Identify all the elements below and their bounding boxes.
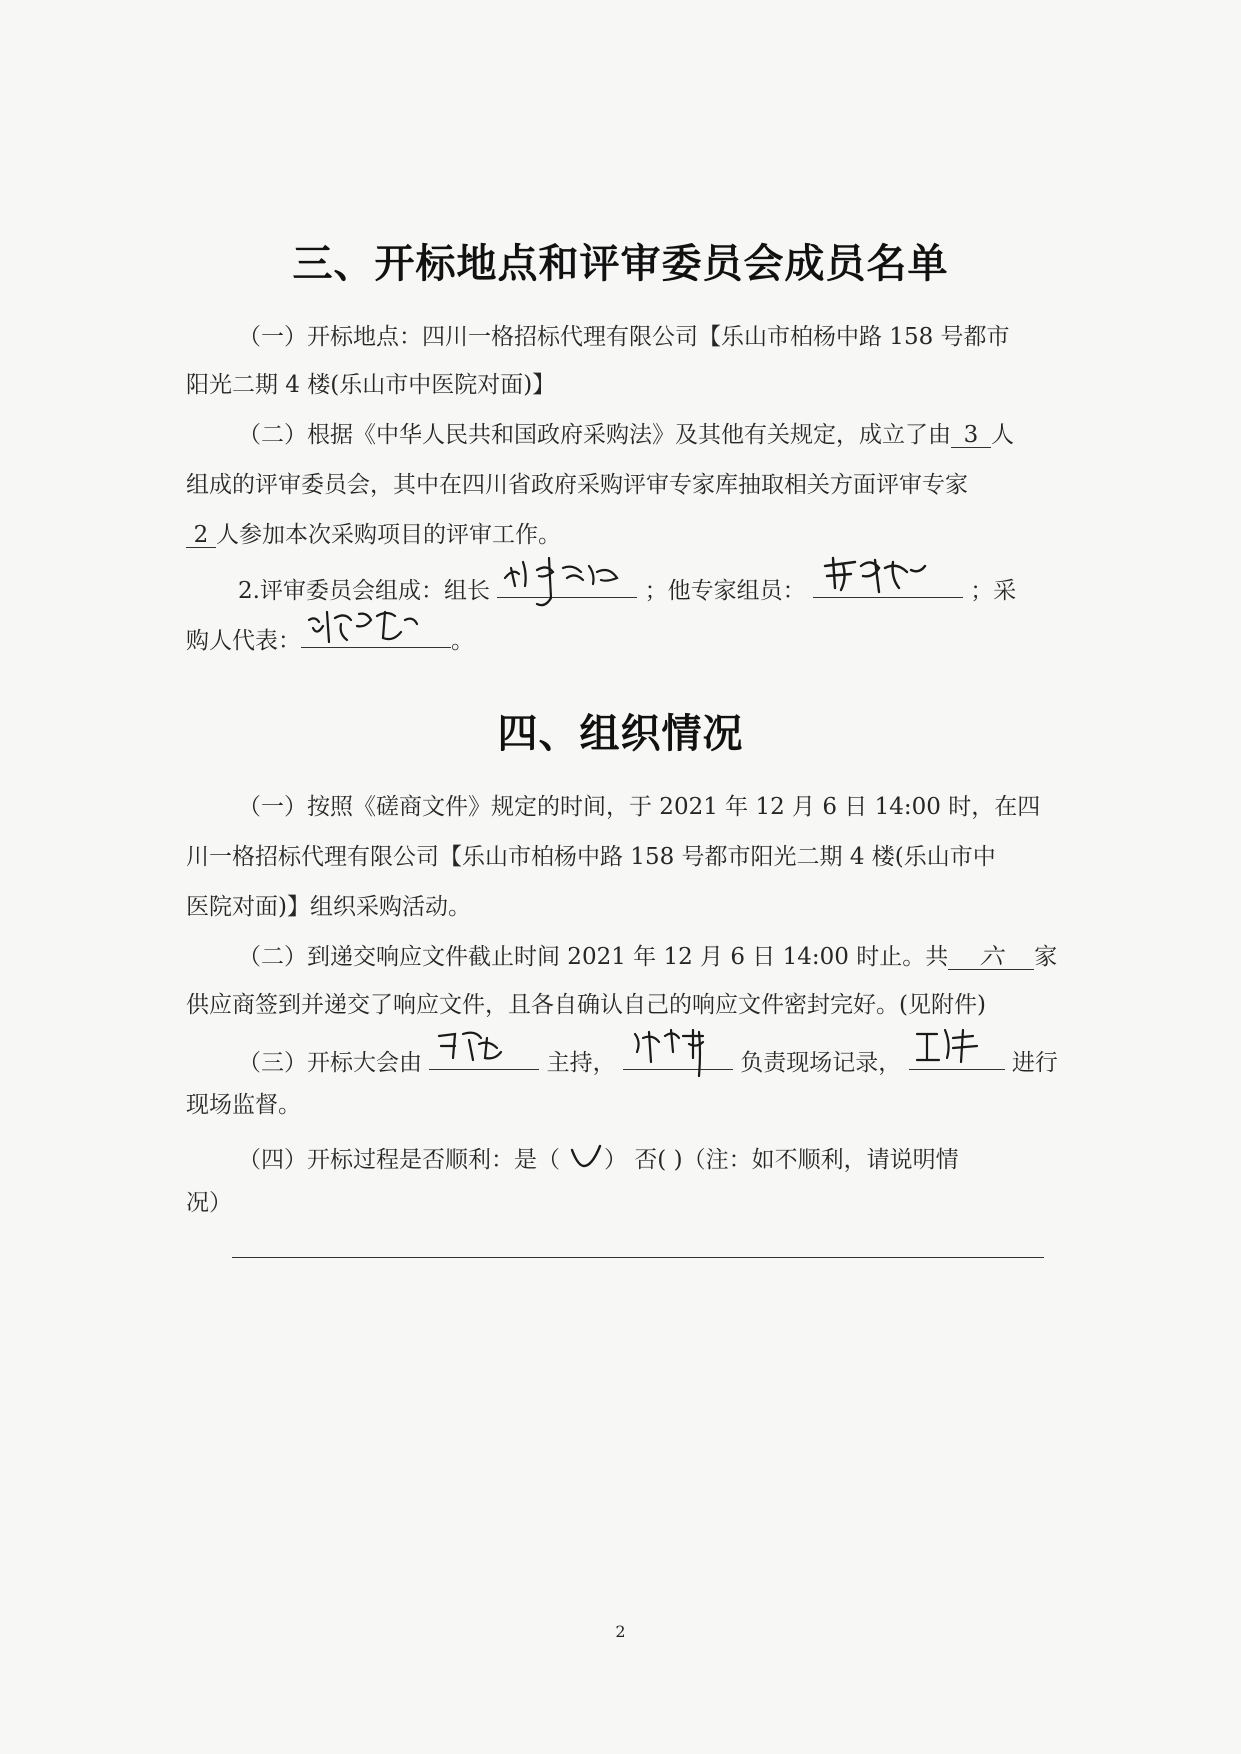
purchaser-signature-field (301, 620, 451, 648)
s3-para2-text-b: 人 (991, 422, 1014, 448)
supervisor-signature (909, 1020, 1005, 1072)
s4-para1-line1: （一）按照《磋商文件》规定的时间，于 2021 年 12 月 6 日 14:00 时，在四 (238, 794, 1041, 820)
purchaser-label-b: 购人代表： (186, 628, 301, 654)
answer-line (232, 1257, 1044, 1258)
purchaser-signature (301, 598, 451, 650)
s3-para2-line3 (186, 520, 561, 550)
host-signature (429, 1020, 539, 1072)
supplier-count-field: 六 (948, 942, 1034, 970)
smooth-no-note: ） 否( )（注：如不顺利，请说明情 (604, 1147, 959, 1173)
members-signature-field (813, 570, 963, 598)
committee-size-field: 3 (951, 420, 991, 448)
s4-para2-line1 (238, 942, 1057, 972)
members-signature (813, 548, 963, 600)
members-label: ；他专家组员： (644, 578, 806, 604)
s4-para3-line1 (238, 1042, 1058, 1078)
s4-para4-line2: 况） (186, 1190, 232, 1216)
s4-para3-line2: 现场监督。 (186, 1092, 301, 1118)
host-signature-field (429, 1042, 539, 1070)
yes-mark-field (560, 1140, 604, 1167)
deadline-text: （二）到递交响应文件截止时间 2021 年 12 月 6 日 14:00 时止。共 (238, 944, 949, 970)
section-4-title: 四、组织情况 (497, 711, 744, 757)
purchaser-label-a: ；采 (970, 578, 1017, 604)
supplier-count-unit: 家 (1034, 944, 1058, 970)
s4-para1-line2: 川一格招标代理有限公司【乐山市柏杨中路 158 号都市阳光二期 4 楼(乐山市中 (186, 844, 996, 870)
checkmark-icon (568, 1142, 604, 1170)
s4-para4-line1 (238, 1140, 959, 1175)
page-number: 2 (615, 1622, 626, 1641)
s3-para2-line2: 组成的评审委员会，其中在四川省政府采购评审专家库抽取相关方面评审专家 (186, 472, 968, 498)
expert-count-field: 2 (186, 520, 216, 548)
s4-para2-line2: 供应商签到并递交了响应文件，且各自确认自己的响应文件密封完好。(见附件) (186, 992, 986, 1018)
leader-signature-field (497, 570, 637, 598)
supervisor-signature-field (909, 1042, 1005, 1070)
supervise-label: 进行 (1011, 1050, 1058, 1076)
leader-signature (497, 548, 637, 600)
committee-label: 2.评审委员会组成：组长 (238, 578, 490, 604)
s3-para1-line2: 阳光二期 4 楼(乐山市中医院对面)】 (186, 372, 556, 398)
s4-para1-line3: 医院对面)】组织采购活动。 (186, 894, 471, 920)
supervisor-label: 负责现场记录， (740, 1050, 902, 1076)
s3-para1-line1: （一）开标地点：四川一格招标代理有限公司【乐山市柏杨中路 158 号都市 (238, 324, 1010, 350)
s3-para2-line1 (238, 420, 1014, 450)
recorder-signature-field (623, 1042, 733, 1070)
s3-para3-line2 (186, 620, 474, 656)
section-3-title: 三、开标地点和评审委员会成员名单 (292, 241, 949, 287)
recorder-signature (623, 1020, 733, 1080)
recorder-label: 主持， (546, 1050, 616, 1076)
s3-para2-text-a: （二）根据《中华人民共和国政府采购法》及其他有关规定，成立了由 (238, 422, 951, 448)
host-label: （三）开标大会由 (238, 1050, 422, 1076)
period: 。 (451, 628, 474, 654)
s3-para2-text-c: 人参加本次采购项目的评审工作。 (216, 522, 561, 548)
smooth-question: （四）开标过程是否顺利：是（ (238, 1147, 560, 1173)
